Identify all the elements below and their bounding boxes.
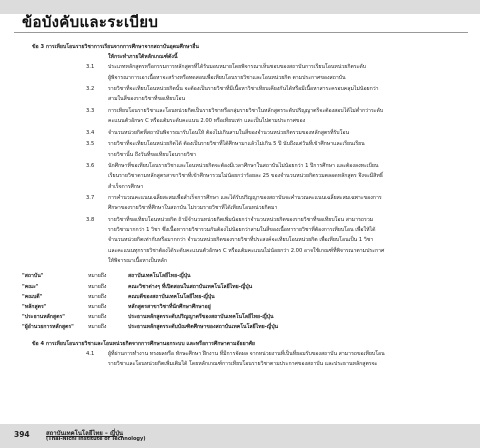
clause-text: เรียนรายวิชาตามหลักสูตรสาขาวิชาที่เข้าศึกษารวมไม่น้อยกว่าร้อยละ 25 ของจำนวนหน่วยกิตรวมตลอดหลักสูตร จึงจะมีสิทธิ์ [108, 173, 383, 180]
clause-text: สำเร็จการศึกษา [108, 183, 144, 190]
definition-meaning-word: หมายถึง [88, 283, 107, 290]
definition-value: ประธานหลักสูตรระดับปริญญาตรีของสถาบันเทคโนโลยีไทย-ญี่ปุ่น [128, 314, 274, 321]
clause-text: การเทียบโอนรายวิชาและโอนหน่วยกิตเป็นรายวิชาหรือกลุ่มรายวิชาในหลักสูตรระดับปริญญาตรีจะต้องสอบได้ไม่ต่ำกว่าระดับ [108, 108, 384, 114]
clause-text: คะแนนตัวอักษร C หรือแต้มระดับคะแนน 2.00 หรือเทียบเท่า และเป็นไปตามประกาศของ [108, 118, 306, 125]
clause-text: ประเภทหลักสูตรหรือกรรมการหลักสูตรที่ได้รับมอบหมายโดยพิจารณาเห็นชอบของสถาบันการเรียนโอนหน่วยกิตระดับ [108, 64, 367, 71]
clause-text: นักศึกษาที่ขอเทียบโอนรายวิชาและโอนหน่วยกิตจะต้องมีเวลาศึกษาในสถาบันไม่น้อยกว่า 1 ปีการศึกษา และต้องลงทะเบียน [108, 163, 379, 170]
definition-meaning-word: หมายถึง [88, 304, 107, 310]
definition-term: "ผู้อำนวยการหลักสูตร" [22, 324, 74, 331]
clause-text: รายวิชานั้น ถึงวันที่ขอเทียบโอนรายวิชา [108, 151, 197, 158]
clause-number: 3.7 [86, 195, 95, 202]
clause-number: 3.8 [86, 217, 95, 223]
clause-number: 3.3 [86, 108, 95, 114]
clause-number: 4.1 [86, 350, 95, 357]
clause-number: 3.6 [86, 163, 95, 170]
clause-text: ผู้พิจารณาการเอาเนื้อหาจะสร้างหรือทดสอบเพื่อเทียบโอนรายวิชาและโอนหน่วยกิต ตามประกาศของสถาบัน [108, 74, 346, 81]
clause-number: 3.5 [86, 141, 95, 148]
clause-text: รายวิชาที่ขอเทียบโอนหน่วยกิต ถ้ามีจำนวนหน่วยกิตเพิ่มน้อยกว่าจำนวนหน่วยกิตของรายวิชาที่ขอเทียบโอน สามารถรวม [108, 217, 374, 223]
clause-text: รายวิชามากกว่า 1 วิชา ซึ่งเนื้อหารายวิชารวมกันต้องไม่น้อยกว่าสามในสี่ของเนื้อหารายวิชาที่ต้องการเทียบโอน เพื่อให้ได้ [108, 227, 376, 234]
clause-number: 3.1 [86, 64, 95, 71]
clause-text: ผู้ที่ผ่านการทำงาน ทรงผลหรือ ทักษะศึกษา ฝึกงาน ที่มีการจัดผล จากหน่วยงานที่เป็นที่ยอมรับของสถาบัน สามารถขอเทียบโอน [108, 350, 385, 357]
institute-name-english: (Thai-Nichi Institute of Technology) [46, 436, 146, 442]
clause-text: รายวิชาและโอนหน่วยกิตเพิ่มเติมได้ โดยหลักเกณฑ์การเทียบโอนรายวิชาตามประกาศของสถาบัน และประธานหลักสูตรจะ [108, 361, 378, 367]
page-title: ข้อบังคับและระเบียบ [22, 13, 159, 31]
page-footer [0, 424, 480, 448]
definition-value: หลักสูตรสาขาวิชาที่นักศึกษาศึกษาอยู่ [128, 304, 211, 310]
definition-meaning-word: หมายถึง [88, 273, 107, 280]
clause-text: รายวิชาที่จะเทียบโอนหน่วยกิตนั้น จะต้องเป็นรายวิชาที่มีเนื้อหาวิชาเทียบเคียงกันได้หรือมีเนื้อหาสาระครอบคลุมไม่น้อยกว่า [108, 86, 379, 93]
definition-value: สถาบันเทคโนโลยีไทย-ญี่ปุ่น [128, 273, 191, 280]
clause-number: 3.4 [86, 129, 95, 136]
clause-text: จำนวนหน่วยกิตที่สถาบันพิจารณารับโอนให้ ต้องไม่เกินสามในสี่ของจำนวนหน่วยกิตรวมของหลักสูตรที่รับโอน [108, 129, 350, 136]
definition-value: คณะวิชาต่างๆ ที่เปิดสอนในสถาบันเทคโนโลยีไทย-ญี่ปุ่น [128, 283, 253, 290]
clause-text: ศึกษาของรายวิชาที่ศึกษาในสถาบัน ไม่รวมรายวิชาที่ได้เทียบโอนหน่วยกิตมา [108, 205, 278, 212]
section-3-condition: ให้กระทำภายใต้หลักเกณฑ์ดังนี้ [108, 54, 178, 61]
definition-value: คณบดีของสถาบันเทคโนโลยีไทย-ญี่ปุ่น [128, 293, 215, 300]
title-divider [14, 32, 468, 33]
institute-name-thai: สถาบันเทคโนโลยีไทย – ญี่ปุ่น [46, 430, 124, 437]
clause-text: สามในสี่ของรายวิชาที่ขอเทียบโอน [108, 96, 186, 103]
clause-text: การคำนวณคะแนนเฉลี่ยสะสมเพื่อสำเร็จการศึกษา และได้รับปริญญาของสถาบันจะคำนวณคะแนนเฉลี่ยสะสมเฉพาะของการ [108, 195, 382, 202]
definition-term: "ประธานหลักสูตร" [22, 314, 65, 321]
clause-number: 3.2 [86, 86, 95, 93]
section-4-heading: ข้อ 4 การเทียบโอนรายวิชาและโอนหน่วยกิตจากการศึกษานอกระบบ และหรือการศึกษาตามอัธยาศัย [32, 340, 255, 347]
definition-meaning-word: หมายถึง [88, 314, 107, 321]
definition-meaning-word: หมายถึง [88, 293, 107, 300]
definition-term: "สถาบัน" [22, 273, 44, 280]
definition-term: "คณบดี" [22, 293, 43, 300]
clause-text: ให้พิจารณาเนื้อหาเป็นหลัก [108, 257, 167, 264]
definition-meaning-word: หมายถึง [88, 324, 107, 331]
clause-text: จำนวนหน่วยกิตเท่ากับหรือมากกว่า จำนวนหน่วยกิตของรายวิชาที่ประสงค์จะเทียบโอนหน่วยกิต เพื่อเทียบโอนเป็น 1 วิชา [108, 237, 374, 244]
clause-text: และคะแนนทุกรายวิชาต้องได้ระดับคะแนนตัวอักษร C หรือแต้มคะแนนไม่น้อยกว่า 2.00 อาจใช้เกณฑ์ที่พิจารณาตามประกาศ [108, 247, 385, 254]
definition-term: "หลักสูตร" [22, 304, 47, 310]
page-number: 394 [14, 430, 30, 439]
definition-term: "คณะ" [22, 283, 39, 290]
clause-text: รายวิชาที่จะเทียบโอนหน่วยกิตได้ ต้องเป็นรายวิชาที่ได้ศึกษามาแล้วไม่เกิน 5 ปี นับถึงแต่วันที่เข้าศึกษาและเรียนเรียน [108, 141, 365, 148]
definition-value: ประธานหลักสูตรระดับบัณฑิตศึกษาของสถาบันเทคโนโลยีไทย-ญี่ปุ่น [128, 324, 279, 331]
section-3-heading: ข้อ 3 การเทียบโอนรายวิชาการเรียนจากการศึกษาจากสถาบันอุดมศึกษาอื่น [32, 44, 199, 50]
